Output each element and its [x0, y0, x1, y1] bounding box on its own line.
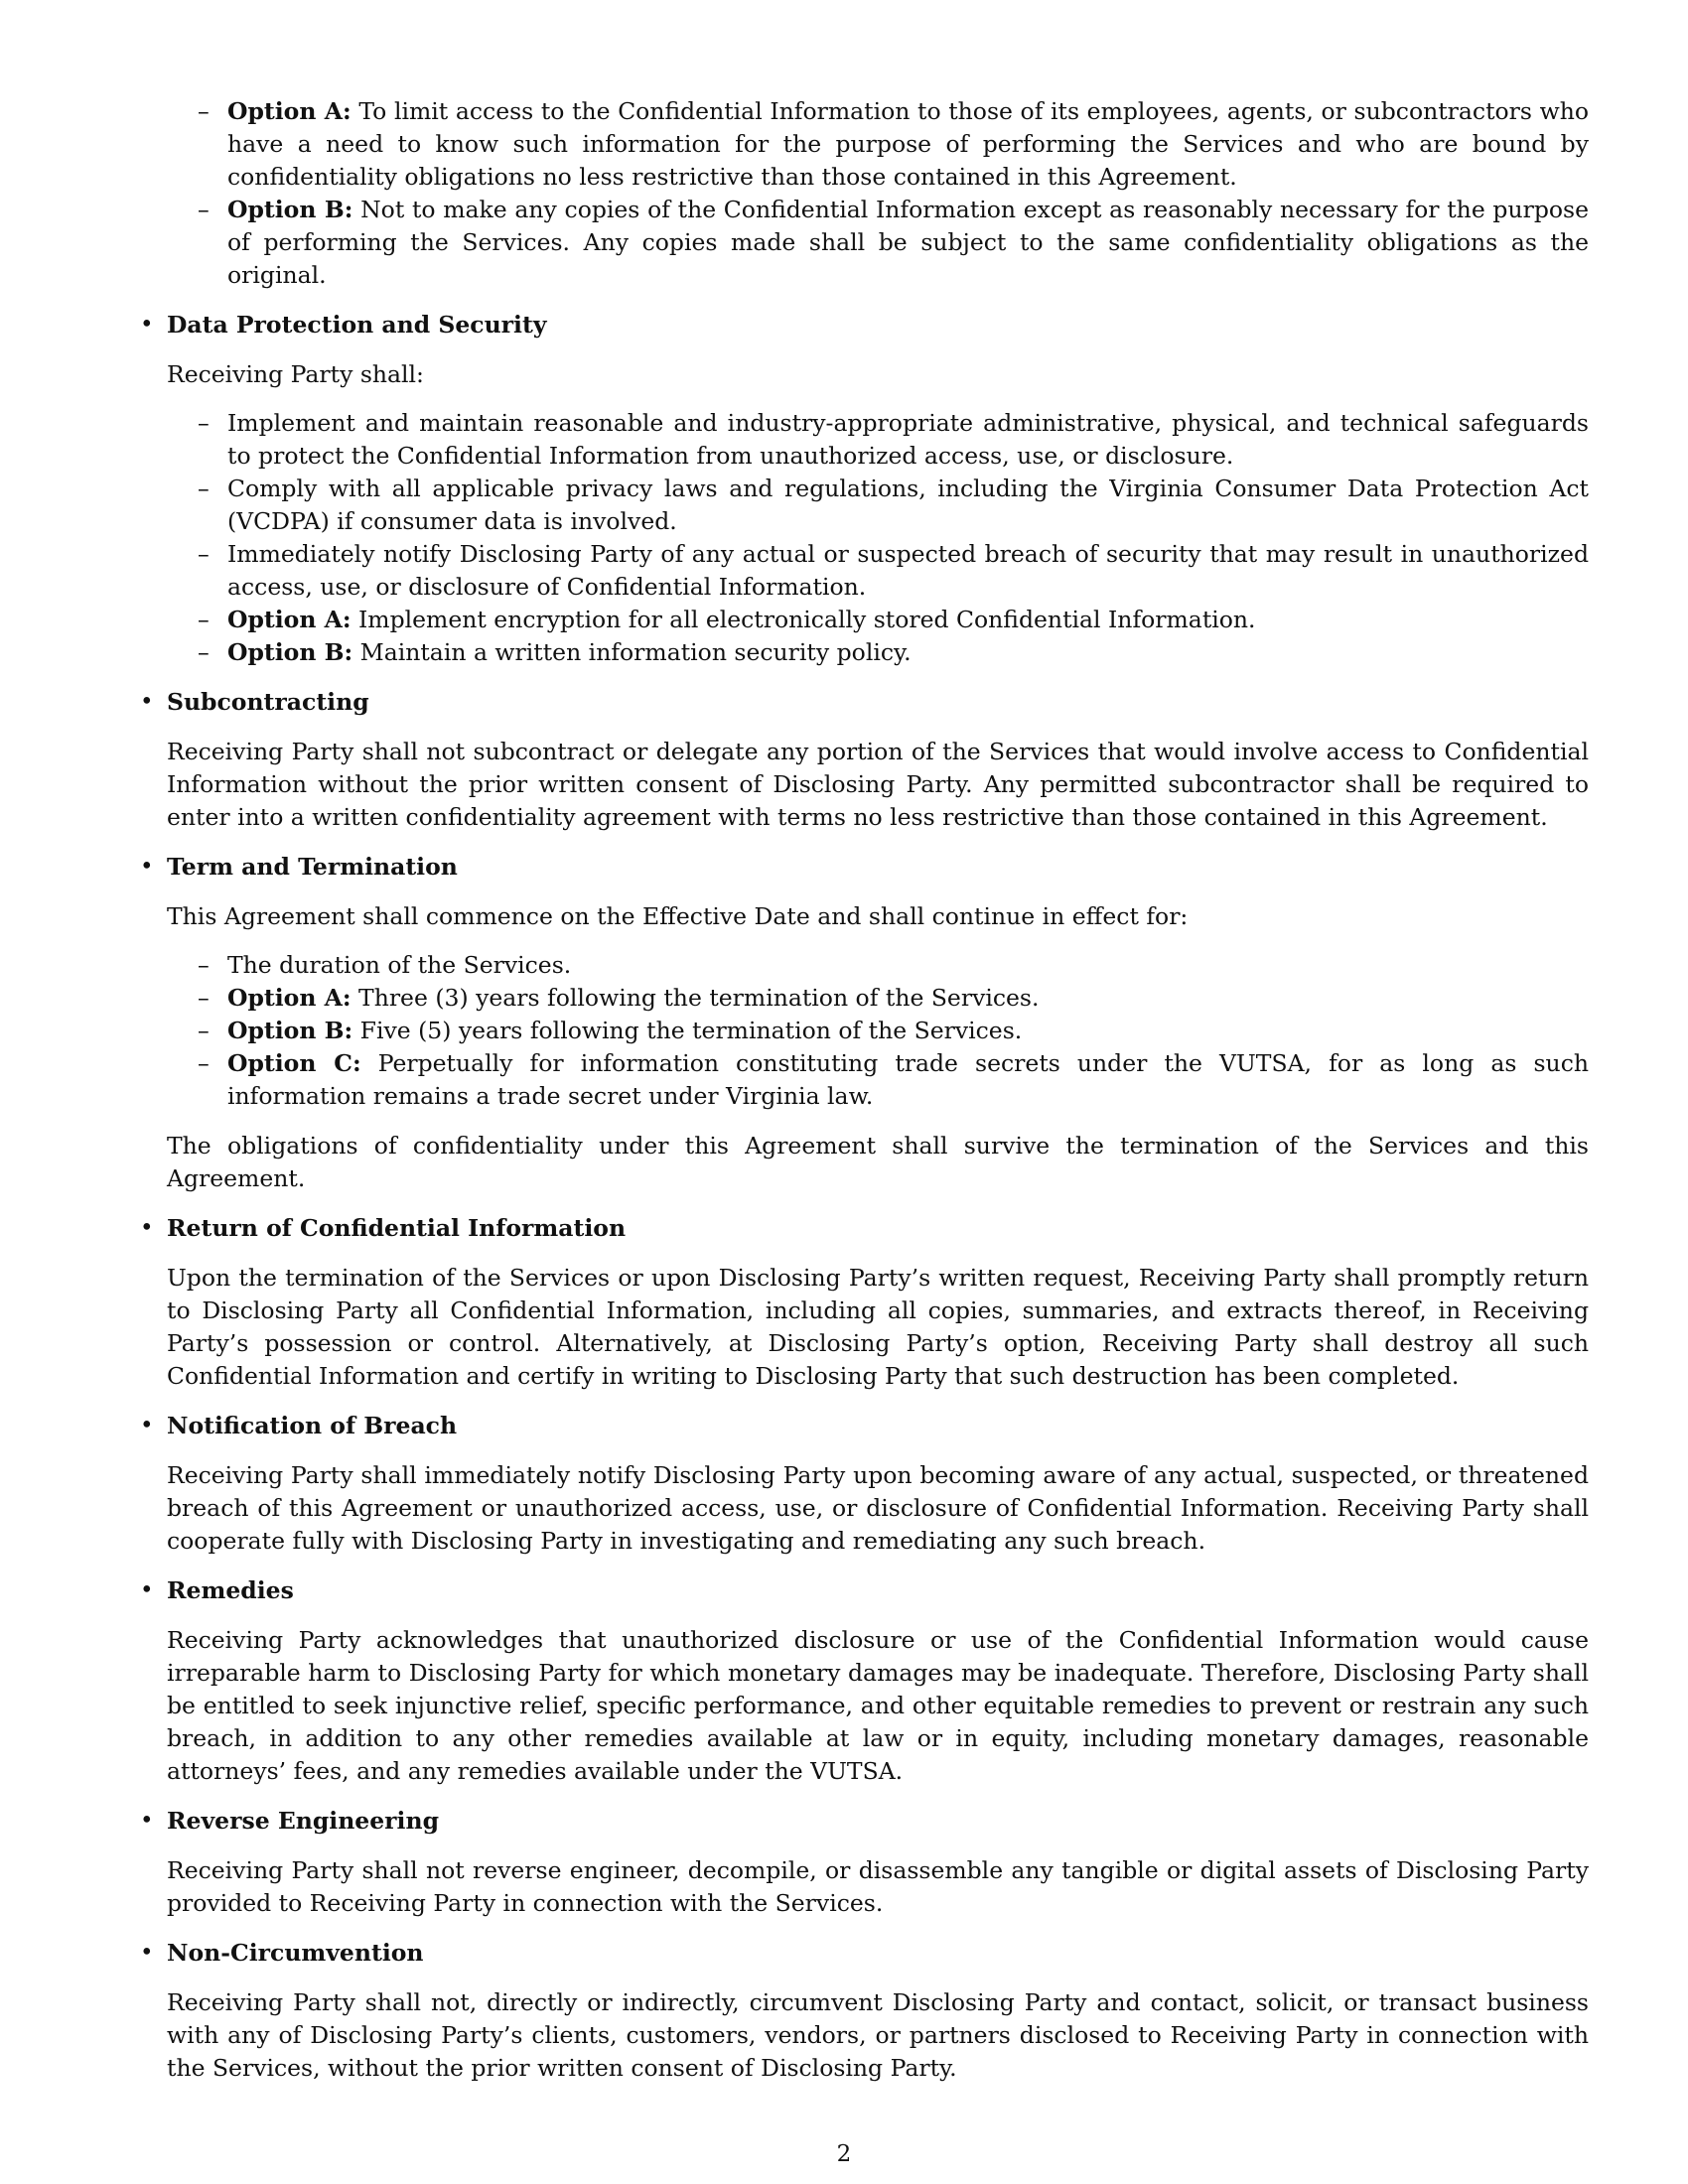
list-item: – Option A: Implement encryption for all electronically stored Confidential Information.: [227, 604, 1589, 636]
bullet-icon: •: [140, 689, 154, 715]
bullet-icon: •: [140, 1577, 154, 1603]
page-content: [140, 95, 1589, 2085]
section-body: Receiving Party shall not subcontract or delegate any portion of the Services that would involve access to Confidential Information without the prior written consent of Disclosing Party. Any permitted subcontractor shall be required to enter into a written confidentiality agreement with terms no less restrictive than those contained in this Agreement.: [167, 738, 1589, 831]
section-remedies: [140, 1574, 1589, 1788]
data-protection-list: [167, 407, 1589, 669]
section-heading: Remedies: [167, 1576, 294, 1604]
page-number: 2: [836, 2141, 852, 2167]
section-intro: Receiving Party shall:: [167, 360, 424, 388]
bullet-icon: •: [140, 1808, 154, 1834]
section-heading: Non-Circumvention: [167, 1939, 424, 1967]
list-item: – Option B: Not to make any copies of the Confidential Information except as reasonably necessary for the purpose of performing the Services. Any copies made shall be subject to the same confidentiality obligations as the original.: [227, 194, 1589, 292]
list-item: – Option A: Three (3) years following the termination of the Services.: [227, 982, 1589, 1015]
bullet-icon: •: [140, 1940, 154, 1966]
list-item: – Option B: Maintain a written information security policy.: [227, 636, 1589, 669]
section-return: [140, 1212, 1589, 1393]
bullet-icon: •: [140, 1215, 154, 1241]
bullet-icon: •: [140, 854, 154, 880]
list-item: – Implement and maintain reasonable and industry-appropriate administrative, physical, and technical safeguards to protect the Confidential Information from unauthorized access, use, or disclosure.: [227, 407, 1589, 473]
section-heading: Return of Confidential Information: [167, 1214, 627, 1242]
top-options-list: [167, 95, 1589, 292]
section-body: Receiving Party shall not, directly or indirectly, circumvent Disclosing Party and contact, solicit, or transact business with any of Disclosing Party’s clients, customers, vendors, or partners disclosed to Receiving Party in connection with the Services, without the prior written consent of Disclosing Party.: [167, 1988, 1589, 2082]
section-non-circumvention: [140, 1937, 1589, 2085]
section-subcontracting: [140, 686, 1589, 834]
section-heading: Term and Termination: [167, 853, 458, 881]
section-heading: Subcontracting: [167, 688, 369, 716]
section-closing: The obligations of confidentiality under this Agreement shall survive the termination of the Services and this Agreement.: [167, 1132, 1589, 1192]
section-body: Receiving Party acknowledges that unauthorized disclosure or use of the Confidential Information would cause irreparable harm to Disclosing Party for which monetary damages may be inadequate. Therefore, Disclosing Party shall be entitled to seek injunctive relief, specific performance, and other equitable remedies to prevent or restrain any such breach, in addition to any other remedies available at law or in equity, including monetary damages, reasonable attorneys’ fees, and any remedies available under the VUTSA.: [167, 1626, 1589, 1785]
list-item: – Immediately notify Disclosing Party of any actual or suspected breach of security that may result in unauthorized access, use, or disclosure of Confidential Information.: [227, 538, 1589, 604]
section-intro: This Agreement shall commence on the Effective Date and shall continue in effect for:: [167, 902, 1189, 930]
list-item: – Option A: To limit access to the Confidential Information to those of its employees, agents, or subcontractors who have a need to know such information for the purpose of performing the Services and who are bound by confidentiality obligations no less restrictive than those contained in this Agreement.: [227, 95, 1589, 194]
list-item: – Option B: Five (5) years following the termination of the Services.: [227, 1015, 1589, 1047]
list-item: – Option C: Perpetually for information constituting trade secrets under the VUTSA, for as long as such information remains a trade secret under Virginia law.: [227, 1047, 1589, 1113]
bullet-icon: •: [140, 1413, 154, 1438]
section-term: [140, 851, 1589, 1195]
section-heading: Reverse Engineering: [167, 1807, 440, 1835]
bullet-icon: •: [140, 312, 154, 338]
list-item: – The duration of the Services.: [227, 949, 1589, 982]
section-data-protection: [140, 309, 1589, 669]
term-list: [167, 949, 1589, 1113]
section-heading: Notification of Breach: [167, 1412, 458, 1439]
section-reverse-engineering: [140, 1805, 1589, 1920]
section-breach: [140, 1410, 1589, 1558]
section-heading: Data Protection and Security: [167, 311, 547, 339]
section-body: Upon the termination of the Services or upon Disclosing Party’s written request, Receiving Party shall promptly return to Disclosing Party all Confidential Information, including all copies, summaries, and extracts thereof, in Receiving Party’s possession or control. Alternatively, at Disclosing Party’s option, Receiving Party shall destroy all such Confidential Information and certify in writing to Disclosing Party that such destruction has been completed.: [167, 1264, 1589, 1390]
section-body: Receiving Party shall not reverse engineer, decompile, or disassemble any tangible or digital assets of Disclosing Party provided to Receiving Party in connection with the Services.: [167, 1856, 1589, 1917]
section-body: Receiving Party shall immediately notify Disclosing Party upon becoming aware of any actual, suspected, or threatened breach of this Agreement or unauthorized access, use, or disclosure of Confidential Information. Receiving Party shall cooperate fully with Disclosing Party in investigating and remediating any such breach.: [167, 1461, 1589, 1555]
list-item: – Comply with all applicable privacy laws and regulations, including the Virginia Consumer Data Protection Act (VCDPA) if consumer data is involved.: [227, 473, 1589, 538]
